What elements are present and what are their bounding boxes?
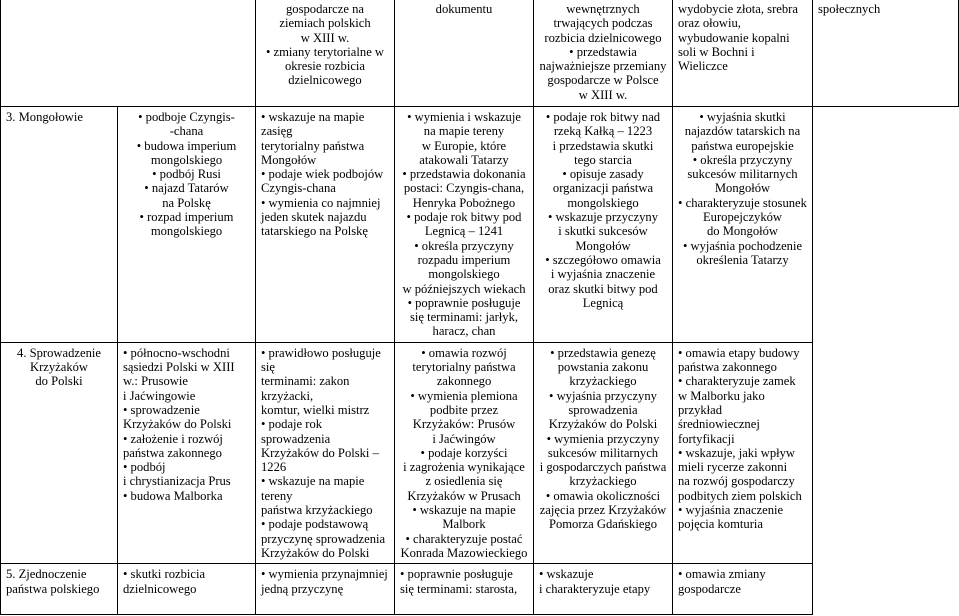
topic-cell (1, 342, 118, 563)
requirement-cell (395, 0, 534, 107)
cell-line: Wieliczce (678, 59, 728, 74)
cell-line: postaci: Czyngis-chana, (403, 181, 525, 196)
cell-line: społecznych (818, 2, 881, 16)
cell-line: trwających podczas (553, 16, 653, 31)
cell-line: przyczynę sprowadzenia (261, 531, 386, 546)
cell-line: • wskazuje przyczyny (547, 210, 658, 225)
cell-line: dzielnicowego (288, 73, 362, 88)
table-row (1, 564, 959, 615)
cell-line: • wyjaśnia przyczyny (549, 388, 657, 403)
cell-line: państwa europejskie (691, 138, 794, 153)
cell-line: Europejczyków (702, 210, 783, 225)
cell-line: Krzyżaków do Polski (123, 417, 232, 432)
cell-line: • podaje wiek podbojów (261, 167, 384, 182)
cell-line: i zagrożenia wynikające (403, 460, 525, 475)
cell-line: państwa zakonnego (678, 360, 777, 375)
requirement-cell (534, 0, 673, 107)
cell-line: fortyfikacji (678, 431, 735, 446)
cell-line: sąsiedzi Polski w XIII (123, 360, 235, 375)
cell-line: Mongołów (714, 181, 771, 196)
cell-line: • najazd Tatarów (144, 181, 229, 196)
cell-line: • podaje rok sprowadzenia (261, 417, 331, 446)
cell-line: w XIII w. (578, 87, 628, 102)
cell-line: określenia Tatarzy (696, 252, 789, 267)
cell-line: • wskazuje na mapie (412, 503, 516, 518)
cell-line: Konrada Mazowieckiego (400, 545, 528, 560)
table-row (1, 342, 959, 563)
cell-line: soli w Bochni i (678, 44, 755, 59)
cell-line: Pomorza Gdańskiego (548, 517, 658, 532)
cell-line: 4. Sprowadzenie (17, 345, 101, 360)
cell-line: • wymienia przynajmniej (261, 567, 388, 582)
cell-line: zakonnego (436, 374, 492, 389)
cell-line: sukcesów militarnych (687, 167, 798, 182)
cell-line: • omawia etapy budowy (678, 345, 800, 360)
cell-line: • omawia zmiany (678, 567, 766, 582)
cell-line: sprowadzenia (568, 402, 638, 417)
requirement-cell (118, 342, 256, 563)
cell-line: • założenie i rozwój (123, 431, 223, 446)
cell-line: na Polskę (162, 195, 211, 210)
cell-line: Krzyżaków w Prusach (407, 488, 521, 503)
cell-line: • charakteryzuje stosunek (678, 195, 807, 210)
cell-line: Czyngis-chana (261, 181, 336, 196)
cell-line: • charakteryzuje zamek (678, 374, 796, 389)
cell-line: rzeką Kałką – 1223 (553, 124, 653, 139)
cell-line: okresie rozbicia (284, 59, 366, 74)
cell-line (6, 2, 250, 16)
cell-line: tego starcia (574, 152, 632, 167)
cell-line: Krzyżaków: Prusów (412, 417, 516, 432)
cell-line: • podbój (123, 460, 166, 475)
cell-line: rozbicia dzielnicowego (544, 30, 662, 45)
cell-line: podbite przez (429, 402, 499, 417)
cell-line: • wskazuje na mapie zasięg (261, 110, 365, 139)
cell-line: • rozpad imperium (139, 210, 234, 225)
cell-line: dzielnicowego (123, 581, 197, 596)
cell-line: Henryka Pobożnego (412, 195, 516, 210)
cell-line: • podaje rok bitwy pod (406, 210, 522, 225)
cell-line: i charakteryzuje etapy (539, 581, 651, 596)
cell-line: • podaje rok bitwy nad (545, 110, 661, 124)
cell-line: • opisuje zasady (562, 167, 644, 182)
table-row (1, 0, 959, 107)
cell-line: krzyżackiego (569, 374, 637, 389)
cell-line: • skutki rozbicia (123, 567, 206, 582)
cell-line: • prawidłowo posługuje się (261, 345, 381, 375)
cell-line: • omawia rozwój (421, 345, 507, 360)
cell-line: wybudowanie kopalni (678, 30, 790, 45)
cell-line: się terminami: jarłyk, (409, 310, 519, 325)
table-row (1, 107, 959, 343)
cell-line: gospodarcze na (286, 2, 364, 16)
cell-line: w.: Prusowie (123, 374, 188, 389)
cell-line: • wyjaśnia skutki (699, 110, 786, 124)
cell-line: Krzyżaków (29, 360, 89, 375)
cell-line: • przedstawia dokonania (402, 167, 526, 182)
cell-line: • podboje Czyngis- (138, 110, 235, 124)
cell-line (6, 16, 250, 30)
cell-line: gospodarcze (678, 581, 741, 596)
cell-line: w Europie, które (421, 138, 507, 153)
topic-cell (1, 0, 256, 107)
cell-line: pojęcia komturia (678, 517, 763, 532)
cell-line: Legnicą – 1241 (424, 224, 504, 239)
cell-line: • wyjaśnia znaczenie (678, 503, 784, 518)
requirement-cell (118, 107, 256, 343)
cell-line: mieli rycerze zakonni (678, 460, 788, 475)
cell-line: państwa polskiego (6, 581, 100, 596)
cell-line: Krzyżaków do Polski (548, 417, 658, 432)
cell-line: • podaje korzyści (420, 445, 508, 460)
cell-line: i gospodarczych państwa (539, 460, 667, 475)
cell-line: Legnicą (582, 295, 624, 310)
cell-line: się terminami: starosta, (400, 581, 518, 596)
cell-line: komtur, wielki mistrz (261, 402, 370, 417)
requirement-cell (395, 564, 534, 615)
cell-line: Mongołów (261, 152, 317, 167)
cell-line: • określa przyczyny (414, 238, 514, 253)
cell-line: do Mongołów (706, 224, 779, 239)
cell-line: • wymienia przyczyny (546, 431, 660, 446)
requirement-cell (118, 564, 256, 615)
cell-line: mongolskiego (150, 152, 223, 167)
cell-line: • przedstawia genezę (550, 345, 656, 360)
requirement-cell (534, 564, 673, 615)
cell-line: na mapie tereny (423, 124, 505, 139)
cell-line (6, 31, 250, 45)
cell-line: ziemiach polskich (279, 16, 371, 31)
cell-line: państwa zakonnego (123, 445, 222, 460)
cell-line: 5. Zjednoczenie (6, 567, 87, 582)
cell-line: w XIII w. (300, 30, 350, 45)
topic-cell (1, 107, 118, 343)
cell-line: w Malborku jako przykład (678, 388, 765, 417)
cell-line: • poprawnie posługuje (407, 295, 521, 310)
cell-line: • wyjaśnia pochodzenie (682, 238, 803, 253)
cell-line: w późniejszych wiekach (402, 281, 526, 296)
cell-line: Malbork (442, 517, 486, 532)
cell-line: podbitych ziem polskich (678, 488, 802, 503)
cell-line: • budowa imperium (136, 138, 237, 153)
cell-line: tatarskiego na Polskę (261, 224, 369, 239)
cell-line: terytorialny państwa (261, 138, 365, 153)
cell-line: mongolskiego (428, 267, 500, 282)
cell-line: • wskazuje (539, 567, 594, 582)
cell-line: krzyżackiego (569, 474, 637, 489)
cell-line: i wyjaśnia znaczenie (550, 267, 656, 282)
cell-line: • wymienia co najmniej (261, 195, 381, 210)
cell-line: państwa krzyżackiego (261, 503, 373, 518)
cell-line: wewnętrznych (566, 2, 640, 16)
requirement-cell (395, 107, 534, 343)
cell-line: • wskazuje, jaki wpływ (678, 445, 796, 460)
cell-line: z osiedlenia się (425, 474, 503, 489)
cell-line: i skutki sukcesów (558, 224, 648, 239)
cell-line: mongolskiego (567, 195, 639, 210)
cell-line: jedną przyczynę (261, 581, 344, 596)
cell-line: zajęcia przez Krzyżaków (539, 503, 667, 518)
cell-line: mongolskiego (150, 224, 223, 239)
cell-line: • wymienia i wskazuje (407, 110, 521, 124)
cell-line: • omawia okoliczności (545, 488, 661, 503)
cell-line: jeden skutek najazdu (261, 210, 367, 225)
cell-line: • zmiany terytorialne w (265, 44, 385, 59)
cell-line: • wskazuje na mapie tereny (261, 474, 365, 503)
cell-line: Krzyżaków do Polski (261, 545, 370, 560)
cell-line: haracz, chan (432, 324, 496, 339)
cell-line: gospodarcze w Polsce (547, 73, 659, 88)
cell-line: najważniejsze przemiany (539, 59, 667, 74)
requirement-cell (256, 107, 395, 343)
topic-cell (1, 564, 118, 615)
cell-line: terytorialny państwa (412, 360, 516, 375)
requirement-cell (534, 107, 673, 343)
cell-line: • określa przyczyny (692, 152, 793, 167)
cell-line: i Jaćwingowie (123, 388, 196, 403)
cell-line: • wymienia plemiona (410, 388, 518, 403)
cell-line: i chrystianizacja Prus (123, 474, 231, 489)
cell-line: organizacji państwa (552, 181, 654, 196)
cell-line: 3. Mongołowie (6, 110, 83, 124)
cell-line: • przedstawia (569, 44, 637, 59)
cell-line: • szczegółowo omawia (545, 252, 661, 267)
requirement-cell (673, 342, 813, 563)
cell-line: i Jaćwingów (432, 431, 496, 446)
cell-line: wydobycie złota, srebra (678, 2, 798, 16)
cell-line: dokumentu (435, 2, 493, 16)
cell-line: • sprowadzenie (123, 402, 200, 417)
requirement-cell (673, 0, 813, 107)
cell-line: • podbój Rusi (152, 167, 221, 182)
cell-line: i przedstawia skutki (552, 138, 654, 153)
cell-line: • podaje podstawową (261, 517, 369, 532)
requirement-cell (673, 107, 813, 343)
cell-line: na rozwój gospodarczy (678, 474, 795, 489)
requirement-cell (256, 0, 395, 107)
cell-line (6, 45, 250, 59)
cell-line: • charakteryzuje postać (405, 531, 523, 546)
cell-line: rozpadu imperium (417, 252, 511, 267)
cell-line: do Polski (35, 374, 83, 389)
cell-line: najazdów tatarskich na (684, 124, 801, 139)
cell-line: • budowa Malborka (123, 488, 223, 503)
cell-line: powstania zakonu (557, 360, 649, 375)
cell-line: terminami: zakon krzyżacki, (261, 374, 350, 403)
requirement-cell (395, 342, 534, 563)
requirement-cell (256, 564, 395, 615)
cell-line: oraz skutki bitwy pod (548, 281, 658, 296)
cell-line: średniowiecznej (678, 417, 760, 432)
cell-line: • północno-wschodni (123, 345, 230, 360)
requirement-cell (534, 342, 673, 563)
cell-line: Krzyżaków do Polski – 1226 (261, 445, 379, 475)
cell-line: Mongołów (575, 238, 631, 253)
cell-line: atakowali Tatarzy (419, 152, 509, 167)
cell-line: -chana (169, 124, 204, 139)
requirement-cell (673, 564, 813, 615)
requirement-cell (813, 0, 959, 107)
cell-line: • poprawnie posługuje (400, 567, 513, 582)
cell-line: oraz ołowiu, (678, 16, 741, 31)
requirement-cell (256, 342, 395, 563)
cell-line: sukcesów militarnych (547, 445, 659, 460)
